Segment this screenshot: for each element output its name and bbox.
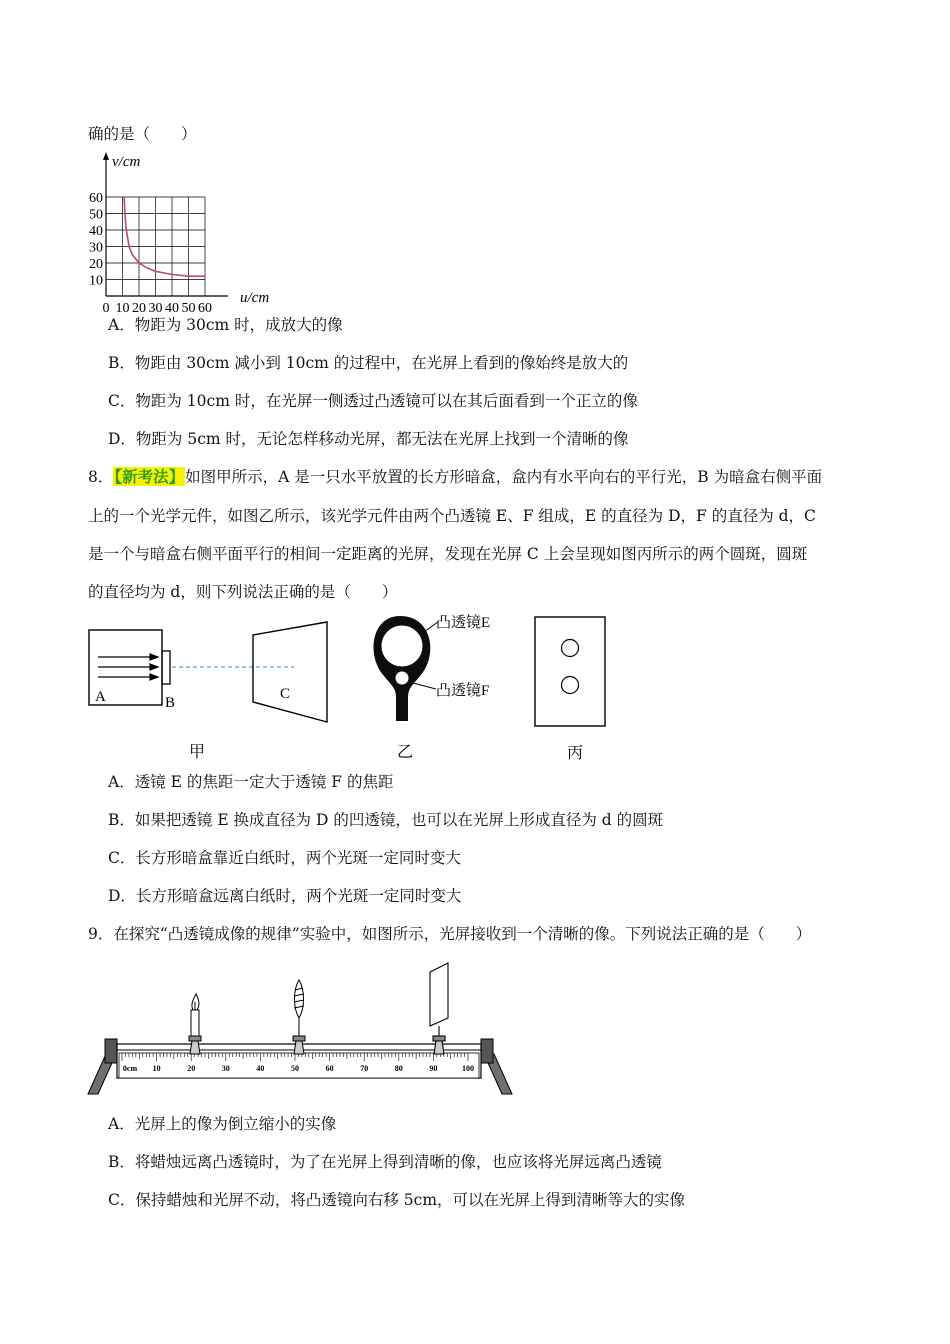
ruler-label: 80: [394, 1064, 403, 1073]
convex-lens: [293, 980, 305, 1054]
ruler-label: 20: [187, 1064, 196, 1073]
y-axis-label: v/cm: [112, 154, 141, 170]
image-distance-curve: [124, 197, 205, 276]
x-axis-label: u/cm: [240, 290, 270, 306]
figure-jia-caption: 甲: [189, 744, 206, 761]
optical-bench-figure: [86, 958, 526, 1098]
label-lens-e: 凸透镜E: [436, 615, 491, 631]
object-image-distance-graph: [78, 150, 318, 316]
new-method-tag: 【新考法】: [114, 467, 185, 486]
label-lens-f: 凸透镜F: [436, 683, 490, 699]
light-spot-upper: [562, 640, 579, 657]
x-tick-label: 60: [198, 301, 212, 316]
ruler-label: 40: [256, 1064, 265, 1073]
figure-jia: [86, 620, 336, 770]
q8-option-c: C．长方形暗盒靠近白纸时，两个光斑一定同时变大: [108, 849, 461, 867]
graph-grid: [106, 197, 205, 296]
q7-option-a: A．物距为 30cm 时，成放大的像: [108, 316, 343, 334]
x-tick-label: 10: [115, 301, 130, 316]
figure-yi-caption: 乙: [397, 744, 414, 761]
x-tick-label: 30: [148, 301, 163, 316]
lens-e: [381, 625, 423, 667]
ruler-label: 50: [291, 1064, 299, 1073]
ruler-label: 100: [462, 1064, 474, 1073]
lens-f: [396, 672, 409, 685]
q8-stem-text-1: 如图甲所示，A 是一只水平放置的长方形暗盒，盒内有水平向右的平行光，B 为暗盒右侧平面: [185, 468, 823, 486]
y-tick-label: 50: [89, 207, 103, 223]
parallel-light-rays: [98, 654, 158, 680]
light-screen: [430, 963, 448, 1054]
question-intro-line: 确的是（ ）: [88, 125, 197, 143]
q8-stem-line-1: [88, 467, 822, 487]
y-axis-arrow: [103, 152, 109, 160]
light-spot-lower: [562, 677, 579, 694]
q8-stem-line-3: 是一个与暗盒右侧平面平行的相间一定距离的光屏，发现在光屏 C 上会呈现如图丙所示的两个圆斑，圆斑: [88, 545, 808, 563]
x-tick-labels: [103, 301, 213, 316]
ruler-scale: [119, 1053, 479, 1078]
figure-bing-caption: 丙: [567, 745, 584, 762]
y-tick-label: 60: [89, 191, 103, 206]
white-paper: [535, 617, 605, 726]
ruler-label: 30: [221, 1064, 230, 1073]
q9-stem: 9．在探究“凸透镜成像的规律”实验中，如图所示，光屏接收到一个清晰的像。下列说法正确的是（ ）: [88, 925, 812, 943]
y-tick-label: 20: [89, 257, 103, 272]
x-tick-label: 0: [102, 301, 110, 316]
light-screen-c: [253, 622, 327, 722]
figure-yi: [366, 606, 546, 761]
x-tick-label: 50: [181, 301, 196, 316]
ruler-label: 10: [152, 1064, 161, 1073]
optical-element-b: [162, 651, 170, 684]
ruler-label: 90: [429, 1064, 438, 1073]
q8-number: 8．: [88, 468, 114, 486]
q9-option-a: A．光屏上的像为倒立缩小的实像: [108, 1115, 337, 1133]
q9-option-c: C．保持蜡烛和光屏不动，将凸透镜向右移 5cm，可以在光屏上得到清晰等大的实像: [108, 1191, 686, 1209]
figure-bing: [530, 610, 640, 760]
ruler-label: 0cm: [122, 1064, 138, 1073]
q9-option-b: B．将蜡烛远离凸透镜时，为了在光屏上得到清晰的像，也应该将光屏远离凸透镜: [108, 1153, 662, 1171]
label-b: B: [165, 695, 176, 711]
q7-option-b: B．物距由 30cm 减小到 10cm 的过程中，在光屏上看到的像始终是放大的: [108, 354, 629, 372]
y-tick-label: 40: [89, 224, 103, 239]
x-tick-label: 20: [132, 301, 146, 316]
y-tick-label: 10: [89, 273, 103, 289]
q7-option-d: D．物距为 5cm 时，无论怎样移动光屏，都无法在光屏上找到一个清晰的像: [108, 430, 629, 448]
left-end-block: [105, 1039, 117, 1063]
q8-stem-line-2: 上的一个光学元件，如图乙所示，该光学元件由两个凸透镜 E、F 组成，E 的直径为 D，F 的直径为 d，C: [88, 507, 816, 525]
right-end-block: [481, 1039, 493, 1063]
ruler-label: 70: [360, 1064, 369, 1073]
q7-option-c: C．物距为 10cm 时，在光屏一侧透过凸透镜可以在其后面看到一个正立的像: [108, 392, 638, 410]
q8-option-d: D．长方形暗盒远离白纸时，两个光斑一定同时变大: [108, 887, 462, 905]
q8-option-a: A．透镜 E 的焦距一定大于透镜 F 的焦距: [108, 773, 394, 791]
label-a: A: [95, 689, 106, 705]
q8-stem-line-4: 的直径均为 d，则下列说法正确的是（ ）: [88, 583, 398, 601]
y-tick-labels: [89, 191, 103, 289]
x-tick-label: 40: [165, 301, 179, 316]
q8-option-b: B．如果把透镜 E 换成直径为 D 的凹透镜，也可以在光屏上形成直径为 d 的圆斑: [108, 811, 664, 829]
ruler-label: 60: [325, 1064, 334, 1073]
label-c: C: [280, 686, 291, 702]
y-tick-label: 30: [89, 240, 103, 256]
